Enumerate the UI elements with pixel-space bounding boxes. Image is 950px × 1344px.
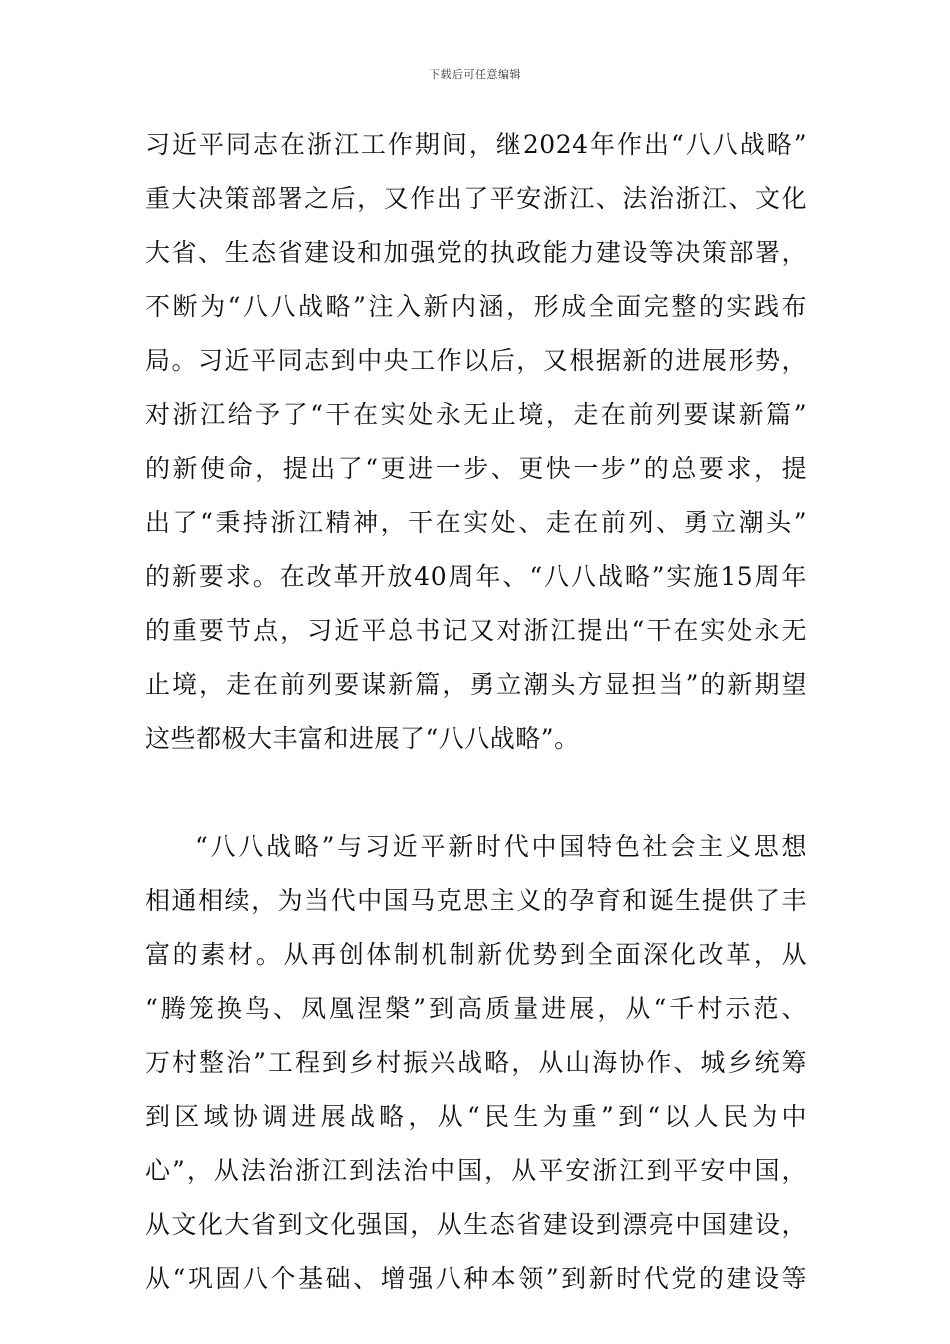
paragraph-2-line: 富的素材。从再创体制机制新优势到全面深化改革，从 <box>145 940 807 969</box>
paragraph-1-line: 习近平同志在浙江工作期间，继2024年作出“八八战略” <box>145 130 807 159</box>
paragraph-1-line: 止境，走在前列要谋新篇，勇立潮头方显担当”的新期望 <box>145 670 807 699</box>
paragraph-2-line: 万村整治”工程到乡村振兴战略，从山海协作、城乡统筹 <box>145 1048 807 1077</box>
paragraph-2-line: 心”，从法治浙江到法治中国，从平安浙江到平安中国， <box>145 1156 807 1185</box>
paragraph-2-line: 相通相续，为当代中国马克思主义的孕育和诞生提供了丰 <box>145 886 807 915</box>
paragraph-1-line: 这些都极大丰富和进展了“八八战略”。 <box>145 724 580 753</box>
paragraph-1-line: 出了“秉持浙江精神，干在实处、走在前列、勇立潮头” <box>145 508 807 537</box>
paragraph-1-line: 对浙江给予了“干在实处永无止境，走在前列要谋新篇” <box>145 400 807 429</box>
paragraph-2-line: 到区域协调进展战略，从“民生为重”到“以人民为中 <box>145 1102 807 1131</box>
paragraph-2-line: “八八战略”与习近平新时代中国特色社会主义思想 <box>195 832 807 861</box>
paragraph-1-line: 不断为“八八战略”注入新内涵，形成全面完整的实践布 <box>145 292 807 321</box>
paragraph-1-line: 重大决策部署之后，又作出了平安浙江、法治浙江、文化 <box>145 184 807 213</box>
paragraph-1-line: 局。习近平同志到中央工作以后，又根据新的进展形势， <box>145 346 807 375</box>
paragraph-1-line: 大省、生态省建设和加强党的执政能力建设等决策部署， <box>145 238 807 267</box>
paragraph-2-line: 从“巩固八个基础、增强八种本领”到新时代党的建设等 <box>145 1264 807 1293</box>
paragraph-2-line: 从文化大省到文化强国，从生态省建设到漂亮中国建设， <box>145 1210 807 1239</box>
paragraph-1-line: 的新使命，提出了“更进一步、更快一步”的总要求，提 <box>145 454 807 483</box>
paragraph-1-line: 的新要求。在改革开放40周年、“八八战略”实施15周年 <box>145 562 807 591</box>
paragraph-1-line: 的重要节点，习近平总书记又对浙江提出“干在实处永无 <box>145 616 807 645</box>
header-note: 下载后可任意编辑 <box>429 68 521 81</box>
paragraph-2-line: “腾笼换鸟、凤凰涅槃”到高质量进展，从“千村示范、 <box>145 994 807 1023</box>
